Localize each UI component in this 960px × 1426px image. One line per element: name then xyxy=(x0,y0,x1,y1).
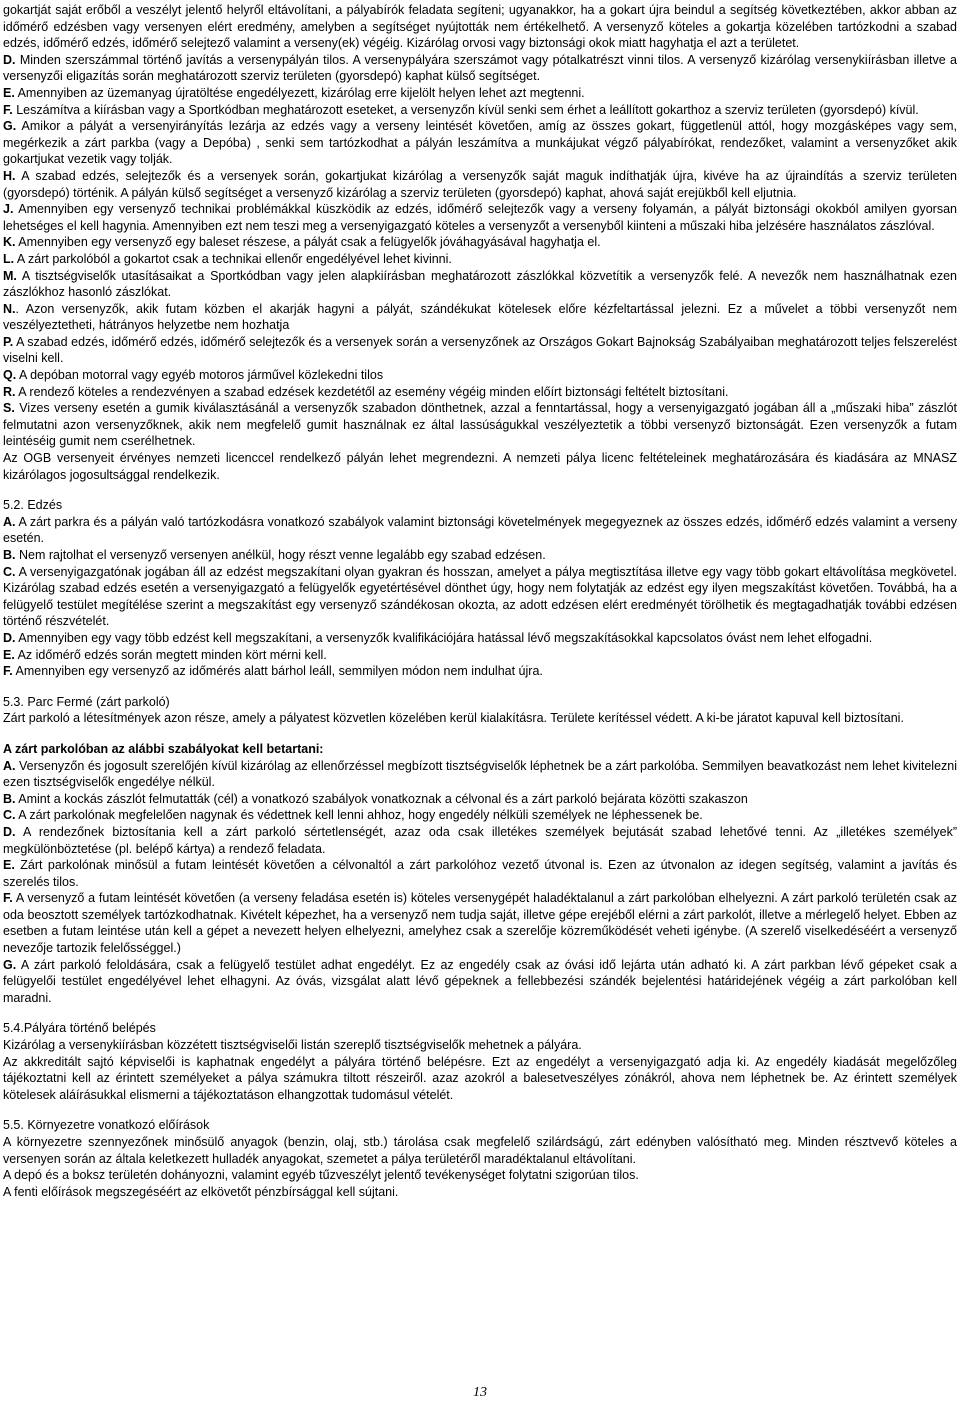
section-paragraph: A fenti előírások megszegéséért az elkövetőt pénzbírsággal kell sújtani. xyxy=(3,1184,399,1199)
rule-item xyxy=(3,857,957,890)
rule-letter: B. xyxy=(3,791,16,806)
rule-text: Vizes verseny esetén a gumik kiválasztásánál a versenyzők szabadon dönthetnek, azzal a fenntartással, hogy a versenyigazgató jogában áll a „műszaki hiba” zászlót felmutatni azon versenyzőknek, akik nem megfelelő gumit használnak ez által lassúságukkal veszélyeztetik a többi versenyző biztonságát. Ezen versenyzők a futam leintéséig gumit nem cserélhetnek. xyxy=(3,401,957,449)
rule-letter: F. xyxy=(3,664,13,679)
rule-item xyxy=(3,251,957,268)
rule-text: A zárt parkra és a pályán való tartózkodásra vonatkozó szabályok valamint biztonsági követelmények megegyeznek az összes edzés, időmérő edzés valamint a verseny esetén. xyxy=(3,514,957,546)
rule-letter: P. xyxy=(3,334,14,349)
rule-text: Amennyiben az üzemanyag újratöltése engedélyezett, kizárólag erre kijelölt helyen lehet azt megtenni. xyxy=(14,85,585,100)
rule-text: Versenyzőn és jogosult szerelőjén kívül kizárólag az ellenőrzéssel megbízott tisztségviselők léphetnek be a zárt parkolóba. Semmilyen beavatkozást nem lehet kivitelezni ezen tisztségviselők engedélye nélkül. xyxy=(3,758,957,790)
rule-item xyxy=(3,234,957,251)
rule-letter: N. xyxy=(3,301,16,316)
section-5-2 xyxy=(3,497,957,680)
rule-letter: M. xyxy=(3,268,17,283)
page-number: 13 xyxy=(473,1385,487,1400)
section-paragraph: A környezetre szennyezőnek minősülő anyagok (benzin, olaj, stb.) tárolása csak megfelelő szilárdságú, zárt edényben valósítható meg. Minden résztvevő köteles a versenyen során az általa keletkezett hulladék anyagokat, szemetet a pálya területéről maradéktalanul eltávolítani. xyxy=(3,1135,957,1166)
section-heading: 5.4.Pályára történő belépés xyxy=(3,1021,156,1036)
section-heading: 5.5. Környezetre vonatkozó előírások xyxy=(3,1118,210,1133)
rule-text: Zárt parkolónak minősül a futam leintését követően a célvonaltól a zárt parkolóhoz vezető útvonal is. Ezen az útvonalon az idegen segítség, valamint a javítás és szerelés tilos. xyxy=(3,858,957,889)
rule-letter: H. xyxy=(3,168,16,183)
rule-text: A tisztségviselők utasításaikat a Sportkódban vagy jelen alapkiírásban meghatározott zászlókkal közvetítik a versenyzők felé. A nevezők nem használhatnak ezen zászlókhoz hasonló zászlókat. xyxy=(3,268,957,300)
rule-item xyxy=(3,824,957,857)
rule-item xyxy=(3,85,957,102)
rule-item xyxy=(3,807,957,824)
spacer xyxy=(3,1103,957,1117)
section-5-4 xyxy=(3,1020,957,1103)
rule-text: Nem rajtolhat el versenyző versenyen anélkül, hogy részt venne legalább egy szabad edzésen. xyxy=(15,548,546,562)
rule-item xyxy=(3,367,957,384)
rule-item xyxy=(3,102,957,119)
section-heading: 5.2. Edzés xyxy=(3,498,63,513)
rule-item xyxy=(3,334,957,367)
rule-letter: G. xyxy=(3,119,17,134)
rule-text: . Azon versenyzők, akik futam közben el akarják hagyni a pályát, szándékukat kötelesek előre kézfeltartással jelezni. Ez a művelet a többi versenyzőt nem veszélyeztetheti, hátrányos helyzetbe nem hozhatja xyxy=(3,301,957,333)
rule-item xyxy=(3,118,957,168)
rule-item xyxy=(3,647,957,664)
spacer xyxy=(3,483,957,497)
rule-item xyxy=(3,663,957,680)
rule-text: Amennyiben egy versenyző egy baleset részese, a pályát csak a felügyelők jóváhagyásával hagyhatja el. xyxy=(15,235,601,250)
rule-letter: D. xyxy=(3,630,16,645)
rule-text: A zárt parkolónak megfelelően nagynak és védettnek kell lenni ahhoz, hogy engedély nélküli személyek ne léphessenek be. xyxy=(15,808,703,823)
rule-letter: B. xyxy=(3,548,16,562)
section-rules-list xyxy=(3,52,957,483)
rule-item xyxy=(3,514,957,547)
rule-letter: R. xyxy=(3,384,16,399)
rule-letter: L. xyxy=(3,251,15,266)
rule-text: A szabad edzés, selejtezők és a versenyek során, gokartjukat kizárólag a versenyzők saját maguk indíthatják újra, kivéve ha az újraindítás a szerviz területen (gyorsdepó) történik. A pályán külső segítséget a versenyző kizárólag a szerviz területen (gyorsdepó) kaphat, ahová saját erejükből kell eljutnia. xyxy=(3,168,957,200)
rule-text: A versenyigazgatónak jogában áll az edzést megszakítani olyan gyakran és hosszan, amelyet a pálya megtisztítása illetve egy vagy több gokart eltávolítása megkövetel. Kizárólag szabad edzés esetén a versenyigazgató a felügyelők egyetértésével dönthet úgy, hogy nem folytatják az edzést egy ilyen megszakítást követően. Továbbá, ha a felügyelő testület megítélése szerint a megszakítást egy versenyző szándékosan okozta, az adott edzésen elért eredményét törölhetik és megtagadhatják további edzésen történő részvételét. xyxy=(3,564,957,629)
rule-letter: K. xyxy=(3,235,16,250)
rule-letter: E. xyxy=(3,858,15,873)
rule-text: Leszámítva a kiírásban vagy a Sportkódban meghatározott eseteket, a versenyzőn kívül senki sem érhet a leállított gokarthoz a szerviz területen (gyorsdepó) kívül. xyxy=(12,102,919,117)
licence-paragraph xyxy=(3,450,957,483)
section-paragraph: A depó és a boksz területén dohányozni, valamint egyéb tűzveszélyt jelentő tevékenységet folytatni szigorúan tilos. xyxy=(3,1168,639,1183)
rule-text: A rendező köteles a rendezvényen a szabad edzések kezdetétől az esemény végéig minden előírt biztonsági feltételt biztosítani. xyxy=(15,384,729,399)
rule-letter: E. xyxy=(3,85,15,100)
rule-letter: C. xyxy=(3,808,16,823)
section-heading: 5.3. Parc Fermé (zárt parkoló) xyxy=(3,694,170,709)
rule-letter: A. xyxy=(3,758,16,773)
section-5-5 xyxy=(3,1117,957,1200)
rule-letter: F. xyxy=(3,891,13,906)
rule-item xyxy=(3,758,957,791)
rule-item xyxy=(3,957,957,1007)
rule-item xyxy=(3,201,957,234)
spacer xyxy=(3,1006,957,1020)
rule-letter: D. xyxy=(3,52,16,67)
rule-letter: Q. xyxy=(3,368,17,383)
section-intro: Zárt parkoló a létesítmények azon része, amely a pályatest közvetlen közelében kerül kialakításra. Területe kerítéssel védett. A ki-be járatot kapuval kell biztosítani. xyxy=(3,711,904,726)
rule-text: A zárt parkolóból a gokartot csak a technikai ellenőr engedélyével lehet kivinni. xyxy=(14,251,452,266)
section-paragraph: Az akkreditált sajtó képviselői is kaphatnak engedélyt a pályára történő belépésre. Ezt az engedélyt a versenyigazgató adja ki. Az engedély kiadását megelőzőleg tájékoztatni kell az érintett személyeket a pálya számukra tiltott részeiről. azaz azokról a balesetveszélyes zónákról, ahova nem léphetnek be. Az érintett személyek kötelesek aláírásukkal elismerni a tájékoztatáson elhangzottak tudomásul vételét. xyxy=(3,1054,957,1102)
rule-text: Amennyiben egy versenyző technikai problémákkal küszködik az edzés, időmérő selejtezők vagy a verseny folyamán, a pályát biztonsági okokból amilyen gyorsan lehetséges el kell hagynia. Amennyiben ezt nem teszi meg a versenyigazgató köteles a versenyzőt a versenyből kiinteni a műszaki hiba jelzésére használatos zászlóval. xyxy=(3,202,957,233)
rule-letter: D. xyxy=(3,824,16,839)
rules-heading: A zárt parkolóban az alábbi szabályokat kell betartani: xyxy=(3,741,324,756)
rule-letter: G. xyxy=(3,957,17,972)
rule-letter: A. xyxy=(3,514,16,529)
rule-item xyxy=(3,168,957,201)
rule-text: A rendezőnek biztosítania kell a zárt parkoló sértetlenségét, azaz oda csak illetékes személyek bejutását szabad lehetővé tenni. Az „illetékes személyek” megkülönböztetése (pl. belépő kártya) a rendező feladata. xyxy=(3,824,957,856)
rule-item xyxy=(3,400,957,450)
rule-letter: J. xyxy=(3,202,14,217)
rule-text: A versenyző a futam leintését követően (a verseny feladása esetén is) köteles versenygépét haladéktalanul a zárt parkolóban elhelyezni. A zárt parkoló területén csak az oda beosztott személyek tartózkodhatnak. Kivételt képezhet, ha a versenyző nem tudja saját, illetve gépe erejéből elérni a zárt parkolót, illetve a mérlegelő helyet. Ebben az esetben a futam leintése után kell a gépet a nevezett helyen elhelyezni, amelyhez csak a szerelője közreműködését veheti igénybe. (A szerelő viselkedéséért a versenyző nevezője tartozik felelősséggel.) xyxy=(3,891,957,956)
rule-item xyxy=(3,630,957,647)
rule-item xyxy=(3,384,957,401)
spacer xyxy=(3,680,957,694)
rule-text: Amint a kockás zászlót felmutatták (cél) a vonatkozó szabályok vonatkoznak a célvonal és a zárt parkoló bejárata közötti szakaszon xyxy=(15,791,748,806)
rule-text: Az OGB versenyeit érvényes nemzeti licenccel rendelkező pályán lehet megrendezni. A nemzeti pálya licenc feltételeinek meghatározására és kiadására az MNASZ kizárólagos jogosultsággal rendelkezik. xyxy=(3,451,957,482)
intro-paragraph: gokartját saját erőből a veszélyt jelentő helyről eltávolítani, a pályabírók feladata segíteni; ugyanakkor, ha a gokart újra beindul a segítség következtében, akkor abban az időmérő edzésben vagy versenyen elért eredmény, amelyben a segítséget nyújtották nem értékelhető. A versenyző köteles a gokartja közelében tartózkodni a szabad edzés, időmérő edzés, időmérő selejtező valamint a verseny(ek) végéig. Kizárólag orvosi vagy biztonsági okok miatt hagyhatja el azt a területet. xyxy=(3,3,957,51)
rule-item xyxy=(3,791,957,808)
rule-letter: C. xyxy=(3,564,16,579)
spacer xyxy=(3,727,957,741)
rule-letter: F. xyxy=(3,102,13,117)
rule-item xyxy=(3,547,957,564)
rule-item xyxy=(3,268,957,301)
section-paragraph: Kizárólag a versenykiírásban közzétett tisztségviselői listán szereplő tisztségviselők mehetnek a pályára. xyxy=(3,1038,582,1053)
rule-text: A zárt parkoló feloldására, csak a felügyelő testület adhat engedélyt. Ez az engedély csak az óvási idő lejárta után adható ki. A zárt parkban lévő gépeket csak a felügyelői testület engedélyével lehet elhagyni. Az óvás, vizsgálat alatt lévő gépeknek a fellebbezési szándék bejelentési határidejének végéig a zárt parkolóban kell maradni. xyxy=(3,957,957,1005)
rule-item xyxy=(3,564,957,630)
rule-text: Amennyiben egy versenyző az időmérés alatt bárhol leáll, semmilyen módon nem indulhat újra. xyxy=(12,664,543,679)
rule-text: Az időmérő edzés során megtett minden kört mérni kell. xyxy=(14,647,327,662)
rule-text: A depóban motorral vagy egyéb motoros járművel közlekedni tilos xyxy=(16,368,384,383)
rule-letter: E. xyxy=(3,647,15,662)
rule-item xyxy=(3,890,957,956)
rule-text: Amikor a pályát a versenyirányítás lezárja az edzés vagy a verseny leintését követően, amíg az összes gokart, függetlenül attól, hogy mozgásképes vagy sem, megérkezik a zárt parkba (vagy a Depóba) , senki sem tartózkodhat a pályán leszámítva a munkájukat végző pályabírókat, rendezőket, valamint a versenyzőket akik gokartjukat vezetik vagy tolják. xyxy=(3,119,957,167)
rule-item xyxy=(3,301,957,334)
section-5-3 xyxy=(3,694,957,1007)
rule-text: Amennyiben egy vagy több edzést kell megszakítani, a versenyzők kvalifikációjára hatással lévő megszakításokkal kapcsolatos óvást nem lehet elfogadni. xyxy=(15,630,873,645)
rule-text: A szabad edzés, időmérő edzés, időmérő selejtezők és a versenyek során a versenyzőnek az Országos Gokart Bajnokság Szabályaiban meghatározott teljes felszerelést viselni kell. xyxy=(3,334,957,366)
rule-letter: S. xyxy=(3,401,15,416)
rule-text: Minden szerszámmal történő javítás a versenypályán tilos. A versenypályára szerszámot vagy pótalkatrészt vinni tilos. A versenyző kizárólag versenykiírásban illetve a versenyzői eligazítás során meghatározott szerviz területen (gyorsdepó) kaphat külső segítséget. xyxy=(3,52,957,84)
rule-item xyxy=(3,52,957,85)
